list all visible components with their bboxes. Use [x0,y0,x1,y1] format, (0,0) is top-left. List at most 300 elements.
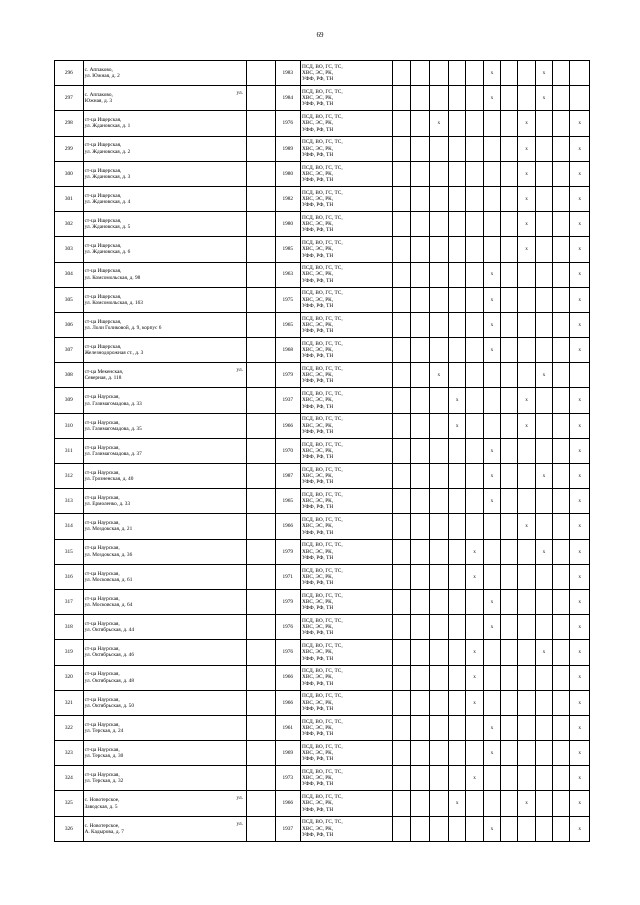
address-cell [83,111,246,136]
mark-cell [429,741,448,766]
mark-cell [518,312,535,337]
address-line: ул. Ждановская, д. 4 [84,199,131,206]
mark-cell [535,791,552,816]
mark-cell [501,212,518,237]
works-line: ХВС, ЭС, РК, [302,825,334,832]
works-line: УФФ, РФ, ТН [302,403,334,410]
works-line: УФФ, РФ, ТН [302,277,334,284]
mark-cell [483,413,500,438]
address-line: ст-ца Наурская, [84,721,120,728]
mark-cell [411,690,429,715]
mark-cell [553,338,570,363]
address-line: ст-ца Наурская, [84,495,120,502]
mark-cell [429,589,448,614]
mark-cell [411,766,429,791]
works-line: ПСД, ВО, ГС, ТС, [302,189,343,196]
works-line: ПСД, ВО, ГС, ТС, [302,290,343,297]
mark-cell [535,564,552,589]
mark-cell: x [449,413,466,438]
address-line: ул. Московская, д. 64 [84,602,133,609]
mark-cell: x [483,438,500,463]
mark-cell [449,287,466,312]
mark-cell [449,640,466,665]
mark-cell: x [518,136,535,161]
address-cell [83,589,246,614]
mark-cell: x [570,237,590,262]
works-list-cell [301,186,393,211]
mark-cell [483,564,500,589]
address-line: ул. Терская, д. 24 [84,727,124,734]
address-line: ул. Терская, д. 32 [84,778,124,785]
year-cell: 1973 [275,766,301,791]
mark-cell: x [466,564,483,589]
year-cell: 1979 [275,363,301,388]
mark-cell: x [570,312,590,337]
mark-cell [501,564,518,589]
mark-cell [518,287,535,312]
address-line: ст-ца Наурская, [84,671,120,678]
works-list-cell [301,161,393,186]
works-line: ПСД, ВО, ГС, ТС, [302,366,343,373]
table-row [55,665,590,690]
mark-cell: x [483,489,500,514]
address-line: ст-ца Ищерская, [84,218,122,225]
empty-cell [246,237,275,262]
mark-cell [535,690,552,715]
address-cell [83,287,246,312]
mark-cell [429,715,448,740]
empty-cell [246,86,275,111]
row-number: 315 [55,539,84,564]
mark-cell [429,237,448,262]
works-list-cell [301,514,393,539]
address-cell [83,212,246,237]
mark-cell [392,262,410,287]
mark-cell [449,665,466,690]
mark-cell [466,363,483,388]
works-line: УФФ, РФ, ТН [302,655,334,662]
mark-cell [553,212,570,237]
works-line: ПСД, ВО, ГС, ТС, [302,491,343,498]
mark-cell: x [483,287,500,312]
mark-cell [411,564,429,589]
mark-cell: x [570,690,590,715]
address-line: ст-ца Наурская, [84,570,120,577]
mark-cell [518,564,535,589]
address-line: ул. Газимагомадова, д. 33 [84,400,142,407]
address-line: ул. Газимагомадова, д. 35 [84,425,142,432]
row-number: 313 [55,489,84,514]
mark-cell: x [518,161,535,186]
mark-cell: x [466,665,483,690]
year-cell: 1989 [275,136,301,161]
mark-cell [518,665,535,690]
address-line: ул. Южная, д. 2 [84,73,120,80]
mark-cell [518,489,535,514]
mark-cell: x [535,61,552,86]
mark-cell: x [570,111,590,136]
year-cell: 1966 [275,514,301,539]
mark-cell: x [570,287,590,312]
mark-cell [553,489,570,514]
mark-cell [392,715,410,740]
address-cell [83,665,246,690]
empty-cell [246,111,275,136]
mark-cell [553,312,570,337]
mark-cell [535,136,552,161]
year-cell: 1987 [275,464,301,489]
mark-cell [553,665,570,690]
row-number: 326 [55,816,84,841]
mark-cell [553,413,570,438]
mark-cell: x [570,413,590,438]
address-line: ул. Октябрьская, д. 48 [84,677,134,684]
mark-cell [449,136,466,161]
mark-cell [411,262,429,287]
mark-cell [392,766,410,791]
mark-cell [429,413,448,438]
mark-cell: x [570,665,590,690]
works-line: УФФ, РФ, ТН [302,781,334,788]
mark-cell [501,791,518,816]
row-number: 309 [55,388,84,413]
mark-cell [392,539,410,564]
mark-cell [553,61,570,86]
works-line: УФФ, РФ, ТН [302,454,334,460]
mark-cell: x [449,791,466,816]
mark-cell [501,715,518,740]
works-line: ПСД, ВО, ГС, ТС, [302,819,343,826]
mark-cell [392,61,410,86]
works-line: УФФ, РФ, ТН [302,605,334,612]
mark-cell [392,564,410,589]
mark-cell [501,464,518,489]
mark-cell [553,741,570,766]
mark-cell [411,212,429,237]
empty-cell [246,816,275,841]
empty-cell [246,589,275,614]
mark-cell [466,161,483,186]
address-cell [83,438,246,463]
works-line: ПСД, ВО, ГС, ТС, [302,114,343,121]
mark-cell [466,816,483,841]
address-line: ст-ца Наурская, [84,444,120,451]
works-line: УФФ, РФ, ТН [302,680,334,687]
mark-cell [518,539,535,564]
empty-cell [246,262,275,287]
mark-cell [535,388,552,413]
mark-cell [466,741,483,766]
mark-cell [429,287,448,312]
year-cell: 1970 [275,438,301,463]
empty-cell [246,514,275,539]
address-line: ул. Октябрьская, д. 46 [84,652,134,659]
row-number: 317 [55,589,84,614]
works-line: ПСД, ВО, ГС, ТС, [302,466,343,473]
empty-cell [246,791,275,816]
mark-cell [483,363,500,388]
works-line: ХВС, ЭС, РК, [302,120,334,127]
mark-cell [483,388,500,413]
mark-cell [501,262,518,287]
address-cell [83,564,246,589]
mark-cell [501,514,518,539]
mark-cell [501,237,518,262]
mark-cell [535,338,552,363]
mark-cell [553,186,570,211]
works-line: ХВС, ЭС, РК, [302,422,334,429]
mark-cell [501,161,518,186]
works-list-cell [301,816,393,841]
mark-cell [553,539,570,564]
table-row [55,514,590,539]
works-list-cell [301,212,393,237]
mark-cell: x [570,741,590,766]
mark-cell [466,589,483,614]
address-cell [83,61,246,86]
mark-cell [392,287,410,312]
mark-cell: x [570,464,590,489]
mark-cell [411,665,429,690]
mark-cell [553,111,570,136]
mark-cell [411,438,429,463]
mark-cell [411,86,429,111]
empty-cell [246,413,275,438]
mark-cell: x [483,715,500,740]
mark-cell [466,262,483,287]
address-line: Заводская, д. 5 [84,803,118,810]
mark-cell [518,464,535,489]
year-cell: 1965 [275,312,301,337]
mark-cell: x [570,186,590,211]
address-line: ст-ца Ищерская, [84,142,122,149]
mark-cell [553,287,570,312]
year-cell: 1966 [275,690,301,715]
empty-cell [246,489,275,514]
address-line: ул. Моздокская, д. 36 [84,551,133,558]
mark-cell [501,438,518,463]
empty-cell [246,690,275,715]
address-cell [83,690,246,715]
mark-cell [466,489,483,514]
street-prefix: ул. [236,367,243,374]
mark-cell [411,237,429,262]
mark-cell [570,363,590,388]
row-number: 316 [55,564,84,589]
year-cell: 1976 [275,615,301,640]
row-number: 310 [55,413,84,438]
works-line: ПСД, ВО, ГС, ТС, [302,340,343,347]
empty-cell [246,741,275,766]
mark-cell: x [483,741,500,766]
works-line: ПСД, ВО, ГС, ТС, [302,743,343,750]
mark-cell [466,212,483,237]
mark-cell [392,615,410,640]
works-line: УФФ, РФ, ТН [302,227,334,234]
table-row [55,615,590,640]
mark-cell [553,615,570,640]
mark-cell [501,186,518,211]
address-cell [83,312,246,337]
page-number: 69 [316,31,324,39]
table-row [55,640,590,665]
address-cell [83,237,246,262]
address-line: ул. Ждановская, д. 1 [84,123,131,130]
mark-cell [518,338,535,363]
mark-cell [392,816,410,841]
mark-cell [449,741,466,766]
works-line: ПСД, ВО, ГС, ТС, [302,794,343,801]
table-row [55,388,590,413]
address-cell [83,338,246,363]
mark-cell [429,615,448,640]
mark-cell [429,61,448,86]
works-list-cell [301,136,393,161]
mark-cell [501,388,518,413]
mark-cell [501,136,518,161]
address-line: ст-ца Наурская, [84,394,120,401]
empty-cell [246,161,275,186]
mark-cell [501,640,518,665]
mark-cell [449,464,466,489]
mark-cell [466,338,483,363]
row-number: 320 [55,665,84,690]
mark-cell [553,161,570,186]
mark-cell [429,766,448,791]
mark-cell [411,589,429,614]
address-line: Северная, д. 118 [84,375,122,382]
works-line: УФФ, РФ, ТН [302,176,334,183]
empty-cell [246,640,275,665]
works-line: ХВС, ЭС, РК, [302,724,334,731]
table-row [55,564,590,589]
works-line: ПСД, ВО, ГС, ТС, [302,139,343,146]
mark-cell [411,413,429,438]
mark-cell: x [570,388,590,413]
mark-cell [553,86,570,111]
mark-cell [535,766,552,791]
year-cell: 1965 [275,489,301,514]
works-line: ХВС, ЭС, РК, [302,674,334,681]
empty-cell [246,312,275,337]
works-line: ХВС, ЭС, РК, [302,321,334,328]
mark-cell [466,715,483,740]
mark-cell [483,766,500,791]
mark-cell [392,665,410,690]
table-row [55,816,590,841]
mark-cell [429,86,448,111]
mark-cell [483,690,500,715]
mark-cell: x [483,86,500,111]
address-cell [83,161,246,186]
works-line: ХВС, ЭС, РК, [302,372,334,379]
works-line: УФФ, РФ, ТН [302,579,334,586]
mark-cell [553,388,570,413]
address-line: ст-ца Ищерская, [84,293,122,300]
works-line: УФФ, РФ, ТН [302,252,334,259]
mark-cell [411,615,429,640]
works-line: УФФ, РФ, ТН [302,756,334,763]
works-line: ХВС, ЭС, РК, [302,246,334,253]
mark-cell [501,111,518,136]
mark-cell [518,86,535,111]
table-row [55,136,590,161]
mark-cell [411,388,429,413]
works-line: УФФ, РФ, ТН [302,504,334,511]
mark-cell [553,766,570,791]
works-list-cell [301,539,393,564]
address-cell [83,816,246,841]
mark-cell [501,61,518,86]
works-line: ПСД, ВО, ГС, ТС, [302,214,343,221]
mark-cell [466,514,483,539]
row-number: 312 [55,464,84,489]
mark-cell [449,564,466,589]
works-line: ХВС, ЭС, РК, [302,573,334,580]
mark-cell [466,791,483,816]
empty-cell [246,388,275,413]
address-line: ул. Ермоленко, д. 33 [84,501,131,508]
year-cell: 1966 [275,791,301,816]
works-line: ПСД, ВО, ГС, ТС, [302,416,343,423]
mark-cell [466,464,483,489]
mark-cell [535,262,552,287]
address-cell [83,791,246,816]
row-number: 299 [55,136,84,161]
mark-cell [535,186,552,211]
mark-cell [449,589,466,614]
mark-cell [553,640,570,665]
works-line: УФФ, РФ, ТН [302,126,334,133]
address-line: ст-ца Наурская, [84,646,120,653]
year-cell: 1966 [275,665,301,690]
address-cell [83,539,246,564]
year-cell: 1963 [275,262,301,287]
mark-cell: x [483,464,500,489]
works-line: ХВС, ЭС, РК, [302,221,334,228]
mark-cell [429,791,448,816]
works-line: УФФ, РФ, ТН [302,831,334,838]
empty-cell [246,61,275,86]
mark-cell: x [535,464,552,489]
works-line: ПСД, ВО, ГС, ТС, [302,441,343,448]
works-line: ХВС, ЭС, РК, [302,775,334,782]
mark-cell [392,489,410,514]
mark-cell [392,212,410,237]
works-line: УФФ, РФ, ТН [302,529,334,536]
works-list-cell [301,363,393,388]
address-line: ст-ца Наурская, [84,746,120,753]
mark-cell [392,338,410,363]
empty-cell [246,665,275,690]
works-list-cell [301,791,393,816]
works-line: УФФ, РФ, ТН [302,630,334,637]
works-list-cell [301,690,393,715]
mark-cell [518,363,535,388]
works-line: ХВС, ЭС, РК, [302,498,334,505]
mark-cell [429,489,448,514]
mark-cell [501,413,518,438]
mark-cell [483,136,500,161]
works-line: ПСД, ВО, ГС, ТС, [302,391,343,398]
mark-cell [392,464,410,489]
row-number: 302 [55,212,84,237]
mark-cell [429,564,448,589]
table-row [55,287,590,312]
mark-cell [483,212,500,237]
mark-cell [392,312,410,337]
works-line: ХВС, ЭС, РК, [302,699,334,706]
